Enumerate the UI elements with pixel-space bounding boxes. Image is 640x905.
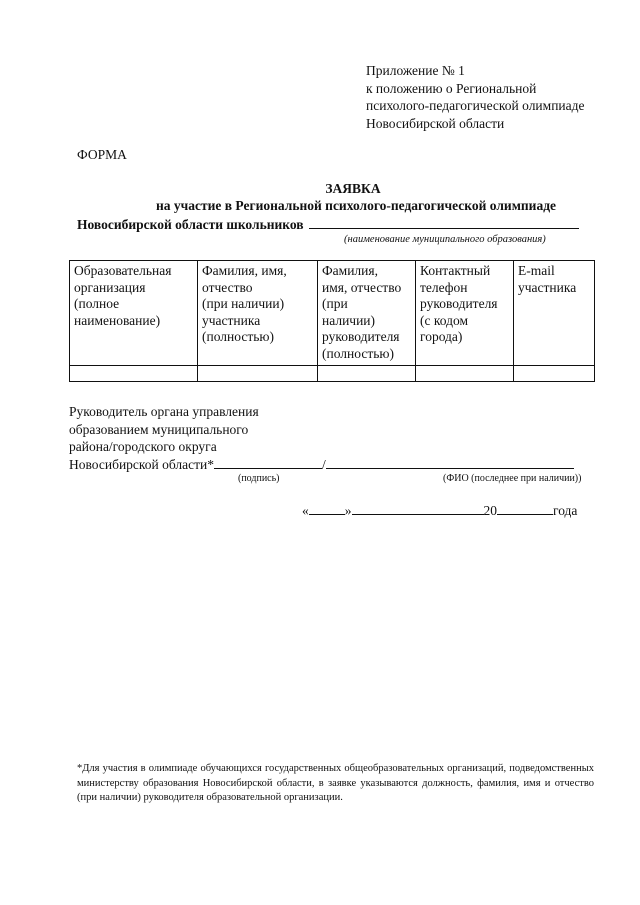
appendix-line: к положению о Региональной bbox=[366, 80, 537, 96]
appendix-line: психолого-педагогической олимпиаде bbox=[366, 98, 585, 113]
header-cell-supervisor-name: Фамилия, имя, отчество (при наличии) руководителя (полностью) bbox=[318, 261, 416, 366]
document-subtitle: на участие в Региональной психолого-педагогической олимпиаде bbox=[155, 198, 557, 213]
subtitle-text: Новосибирской области школьников bbox=[77, 217, 304, 232]
table-cell[interactable] bbox=[416, 366, 514, 382]
signature-block bbox=[69, 403, 574, 473]
footnote: *Для участия в олимпиаде обучающихся государственных общеобразовательных организаций, подведомственных министерству образования Новосибирской области, в заявке указываются должность, фамилия, имя и отчество (при наличии) руководителя образовательной организации. bbox=[77, 763, 594, 803]
table-cell[interactable] bbox=[198, 366, 318, 382]
appendix-header bbox=[366, 62, 585, 132]
month-blank[interactable] bbox=[352, 502, 484, 515]
header-cell-organization: Образовательная организация (полное наименование) bbox=[70, 261, 198, 366]
municipality-blank[interactable] bbox=[309, 215, 579, 229]
day-blank[interactable] bbox=[309, 502, 345, 515]
document-subtitle-line3 bbox=[77, 215, 579, 233]
municipality-caption: (наименование муниципального образования) bbox=[344, 234, 546, 245]
signature-blank[interactable] bbox=[214, 456, 322, 469]
participants-table bbox=[69, 260, 595, 382]
appendix-number: Приложение № 1 bbox=[366, 63, 465, 78]
signature-caption: (подпись) bbox=[238, 473, 280, 484]
header-cell-contact-phone: Контактный телефон руководителя (с кодом города) bbox=[416, 261, 514, 366]
signature-line: района/городского округа bbox=[69, 439, 217, 454]
table-cell[interactable] bbox=[70, 366, 198, 382]
document-title: ЗАЯВКА bbox=[325, 181, 381, 196]
header-cell-email: E-mail участника bbox=[514, 261, 595, 366]
year-blank[interactable] bbox=[497, 502, 553, 515]
table-header-row bbox=[70, 261, 595, 366]
signature-line: образованием муниципального bbox=[69, 421, 249, 437]
form-label: ФОРМА bbox=[77, 147, 127, 162]
table-cell[interactable] bbox=[514, 366, 595, 382]
table-cell[interactable] bbox=[318, 366, 416, 382]
signature-line: Руководитель органа управления bbox=[69, 404, 259, 419]
full-name-blank[interactable] bbox=[326, 456, 574, 469]
header-cell-participant-name: Фамилия, имя, отчество (при наличии) участника (полностью) bbox=[198, 261, 318, 366]
table-row bbox=[70, 366, 595, 382]
signature-fill-line: Новосибирской области* / bbox=[69, 456, 574, 474]
appendix-line: Новосибирской области bbox=[366, 115, 505, 131]
date-line: « » 20 года bbox=[302, 503, 578, 518]
full-name-caption: (ФИО (последнее при наличии)) bbox=[443, 473, 582, 484]
